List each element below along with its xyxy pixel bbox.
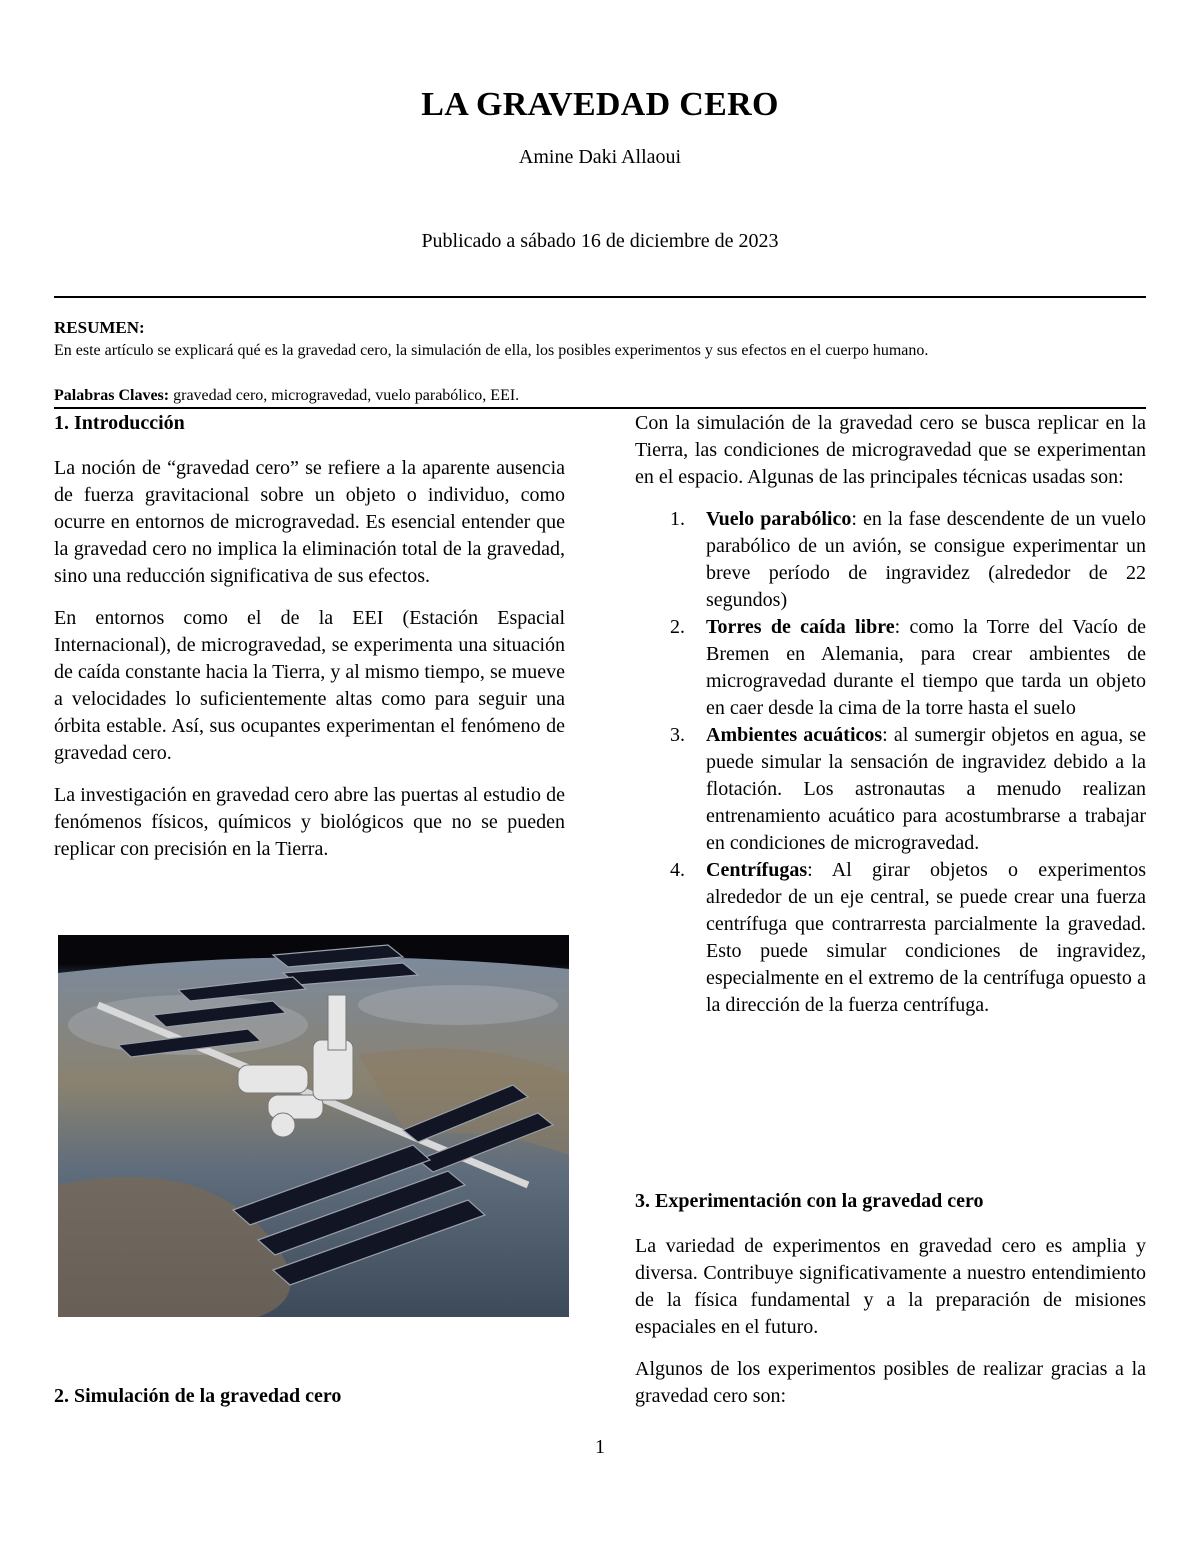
list-item [635,722,1146,857]
section-2-heading-wrap [54,1383,565,1410]
page-number: 1 [595,1436,605,1458]
list-item [635,614,1146,722]
keywords-line [54,385,519,407]
simulation-intro: Con la simulación de la gravedad cero se busca replicar en la Tierra, las condiciones de microgravedad que se experimentan en el espacio. Algunas de las principales técnicas usadas son: [635,412,1146,488]
experiments-paragraph-1: La variedad de experimentos en gravedad cero es amplia y diversa. Contribuye significativamente a nuestro entendimiento de la física fundamental y a la preparación de misiones espaciales en el futuro. [635,1235,1146,1338]
list-item-text: : Al girar objetos o experimentos alrededor de un eje central, se puede crear una fuerza centrífuga que contrarresta parcialmente la gravedad. Esto puede simular condiciones de ingravidez, especialmente en el extremo de la centrífuga opuesto a la dirección de la fuerza centrífuga. [706,859,1146,1016]
list-item-text: : como la Torre del Vacío de Bremen en Alemania, para crear ambientes de microgravedad durante el tiempo que tarda un objeto en caer desde la cima de la torre hasta el suelo [706,616,1146,719]
intro-paragraph-2: En entornos como el de la EEI (Estación Espacial Internacional), de microgravedad, se experimenta una situación de caída constante hacia la Tierra, y al mismo tiempo, se mueve a velocidades lo suficientemente altas como para seguir una órbita estable. Así, sus ocupantes experimentan el fenómeno de gravedad cero. [54,607,565,764]
list-item-text: : al sumergir objetos en agua, se puede simular la sensación de ingravidez debido a la flotación. Los astronautas a menudo realizan entrenamiento acuático para acostumbrarse a trabajar en condiciones de microgravedad. [706,724,1146,854]
list-item-term: Centrífugas [706,859,808,881]
publication-date: Publicado a sábado 16 de diciembre de 2023 [421,230,779,252]
list-item [635,506,1146,614]
right-column [635,410,1146,1019]
header-divider [54,296,1146,298]
abstract-divider [54,407,1146,409]
iss-figure [58,935,569,1317]
author-name: Amine Daki Allaoui [518,146,682,168]
list-item-text: : en la fase descendente de un vuelo parabólico de un avión, se consigue experimentar un breve período de ingravidez (alrededor de 22 segundos) [706,508,1146,611]
section-1-heading: 1. Introducción [54,412,185,434]
section-3-heading: 3. Experimentación con la gravedad cero [635,1190,984,1212]
iss-illustration [58,935,569,1317]
section-3-block [635,1188,1146,1410]
list-item-number: 4. [670,859,685,881]
techniques-list [635,506,1146,1019]
left-column [54,410,565,878]
list-item-number: 3. [670,724,685,746]
intro-paragraph-3: La investigación en gravedad cero abre las puertas al estudio de fenómenos físicos, químicos y biológicos que no se pueden replicar con precisión en la Tierra. [54,784,565,860]
experiments-paragraph-2: Algunos de los experimentos posibles de realizar gracias a la gravedad cero son: [635,1358,1146,1407]
section-2-heading: 2. Simulación de la gravedad cero [54,1385,342,1407]
abstract-text: En este artículo se explicará qué es la gravedad cero, la simulación de ella, los posibles experimentos y sus efectos en el cuerpo humano. [54,342,929,359]
list-item-term: Ambientes acuáticos [706,724,883,746]
keywords-text: gravedad cero, microgravedad, vuelo parabólico, EEI. [169,387,520,404]
list-item-number: 1. [670,508,685,530]
keywords-label: Palabras Claves: [54,387,170,404]
list-item-term: Vuelo parabólico [706,508,852,530]
list-item-term: Torres de caída libre [706,616,895,638]
intro-paragraph-1: La noción de “gravedad cero” se refiere a la aparente ausencia de fuerza gravitacional sobre un objeto o individuo, como ocurre en entornos de microgravedad. Es esencial entender que la gravedad cero no implica la eliminación total de la gravedad, sino una reducción significativa de sus efectos. [54,457,565,587]
list-item [635,857,1146,1019]
document-title: LA GRAVEDAD CERO [421,86,779,123]
list-item-number: 2. [670,616,685,638]
abstract-label: RESUMEN: [54,318,145,337]
